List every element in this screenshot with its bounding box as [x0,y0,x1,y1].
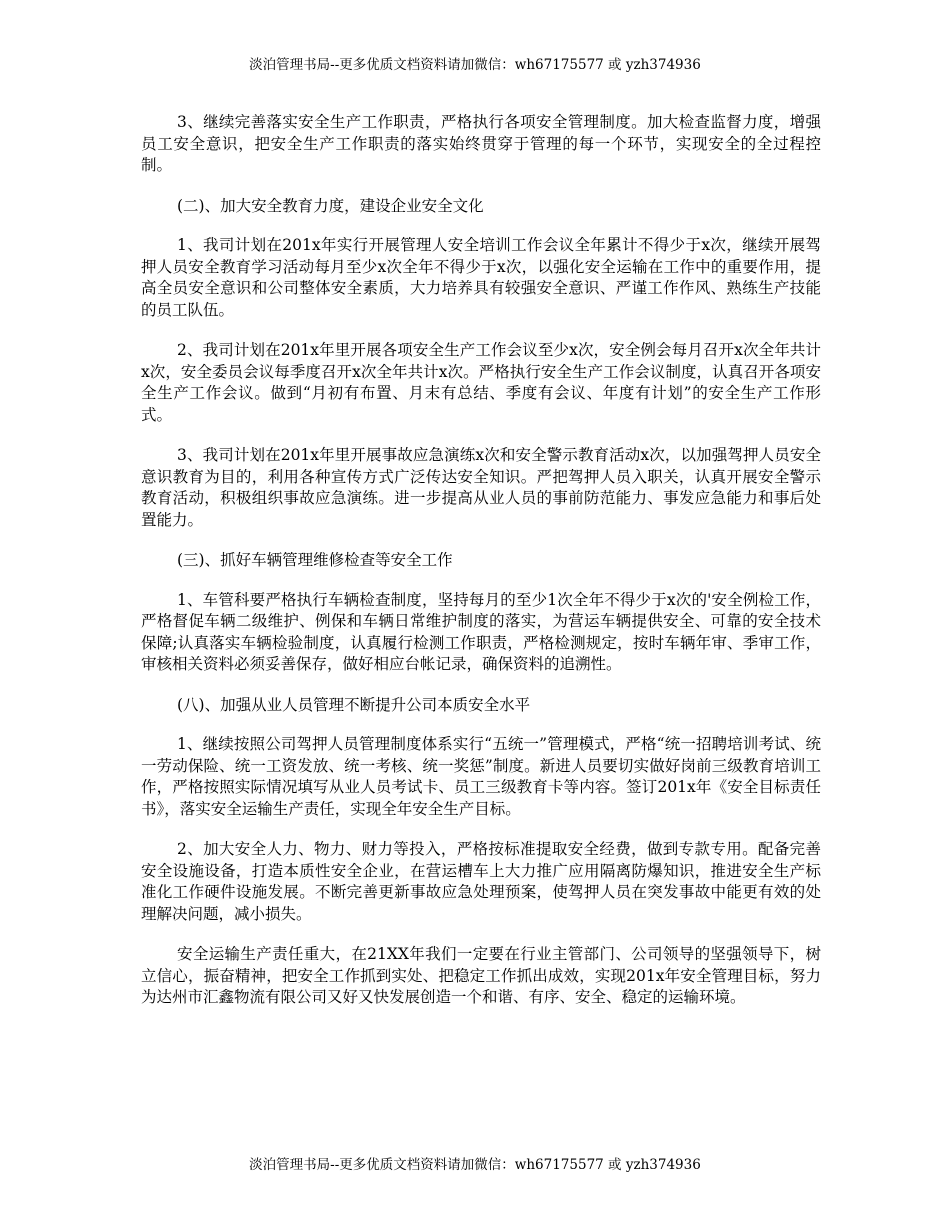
paragraph-drill-plan: 3、我司计划在201x年里开展事故应急演练x次和安全警示教育活动x次，以加强驾押人员安全意识教育为目的，利用各种宣传方式广泛传达安全知识。严把驾押人员入职关，认真开展安全警示教育活动，积极组织事故应急演练。进一步提高从业人员的事前防范能力、事发应急能力和事后处置能力。 [141,446,821,529]
section-heading-education: (二)、加大安全教育力度，建设企业安全文化 [177,196,484,215]
section-heading-vehicle: (三)、抓好车辆管理维修检查等安全工作 [177,551,453,569]
paragraph-personnel-management: 1、继续按照公司驾押人员管理制度体系实行“五统一”管理模式，严格“统一招聘培训考试、统一劳动保险、统一工资发放、统一考核、统一奖惩”制度。新进人员要切实做好岗前三级教育培训工作，严格按照实际情况填写从业人员考试卡、员工三级教育卡等内容。签订201x年《安全目标责任书》，落实安全运输生产责任，实现全年安全生产目标。 [141,735,821,818]
paragraph-safety-investment: 2、加大安全人力、物力、财力等投入，严格按标准提取安全经费，做到专款专用。配备完善安全设施设备，打造本质性安全企业，在营运槽车上大力推广应用隔离防爆知识，推进安全生产标准化工作硬件设施发展。不断完善更新事故应急处理预案，使驾押人员在突发事故中能更有效的处理解决问题，减小损失。 [141,840,821,923]
paragraph-conclusion: 安全运输生产责任重大，在21XX年我们一定要在行业主管部门、公司领导的坚强领导下，树立信心，振奋精神，把安全工作抓到实处、把稳定工作抓出成效，实现201x年安全管理目标，努力为达州市汇鑫物流有限公司又好又快发展创造一个和谐、有序、安全、稳定的运输环境。 [141,945,821,1006]
page-header: 淡泊管理书局--更多优质文档资料请加微信：wh67175577 或 yzh374936 [249,57,701,73]
page-footer: 淡泊管理书局--更多优质文档资料请加微信：wh67175577 或 yzh374936 [249,1157,701,1173]
paragraph-meeting-plan: 2、我司计划在201x年里开展各项安全生产工作会议至少x次，安全例会每月召开x次全年共计x次，安全委员会议每季度召开x次全年共计x次。严格执行安全生产工作会议制度，认真召开各项安全生产工作会议。做到“月初有布置、月末有总结、季度有会议、年度有计划”的安全生产工作形式。 [141,341,821,424]
document-body [141,112,821,1028]
paragraph-vehicle-inspection: 1、车管科要严格执行车辆检查制度，坚持每月的至少1次全年不得少于x次的'安全例检工作，严格督促车辆二级维护、例保和车辆日常维护制度的落实，为营运车辆提供安全、可靠的安全技术保障;认真落实车辆检验制度，认真履行检测工作职责，严格检测规定，按时车辆年审、季审工作，审核相关资料必须妥善保存，做好相应台帐记录，确保资料的追溯性。 [141,590,821,673]
section-heading-personnel: (八)、加强从业人员管理不断提升公司本质安全水平 [177,695,531,714]
paragraph-training-plan: 1、我司计划在201x年实行开展管理人安全培训工作会议全年累计不得少于x次，继续开展驾押人员安全教育学习活动每月至少x次全年不得少于x次，以强化安全运输在工作中的重要作用，提高全员安全意识和公司整体安全素质，大力培养具有较强安全意识、严谨工作作风、熟练生产技能的员工队伍。 [141,236,821,319]
paragraph-responsibility: 3、继续完善落实安全生产工作职责，严格执行各项安全管理制度。加大检查监督力度，增强员工安全意识，把安全生产工作职责的落实始终贯穿于管理的每一个环节，实现安全的全过程控制。 [141,113,821,174]
